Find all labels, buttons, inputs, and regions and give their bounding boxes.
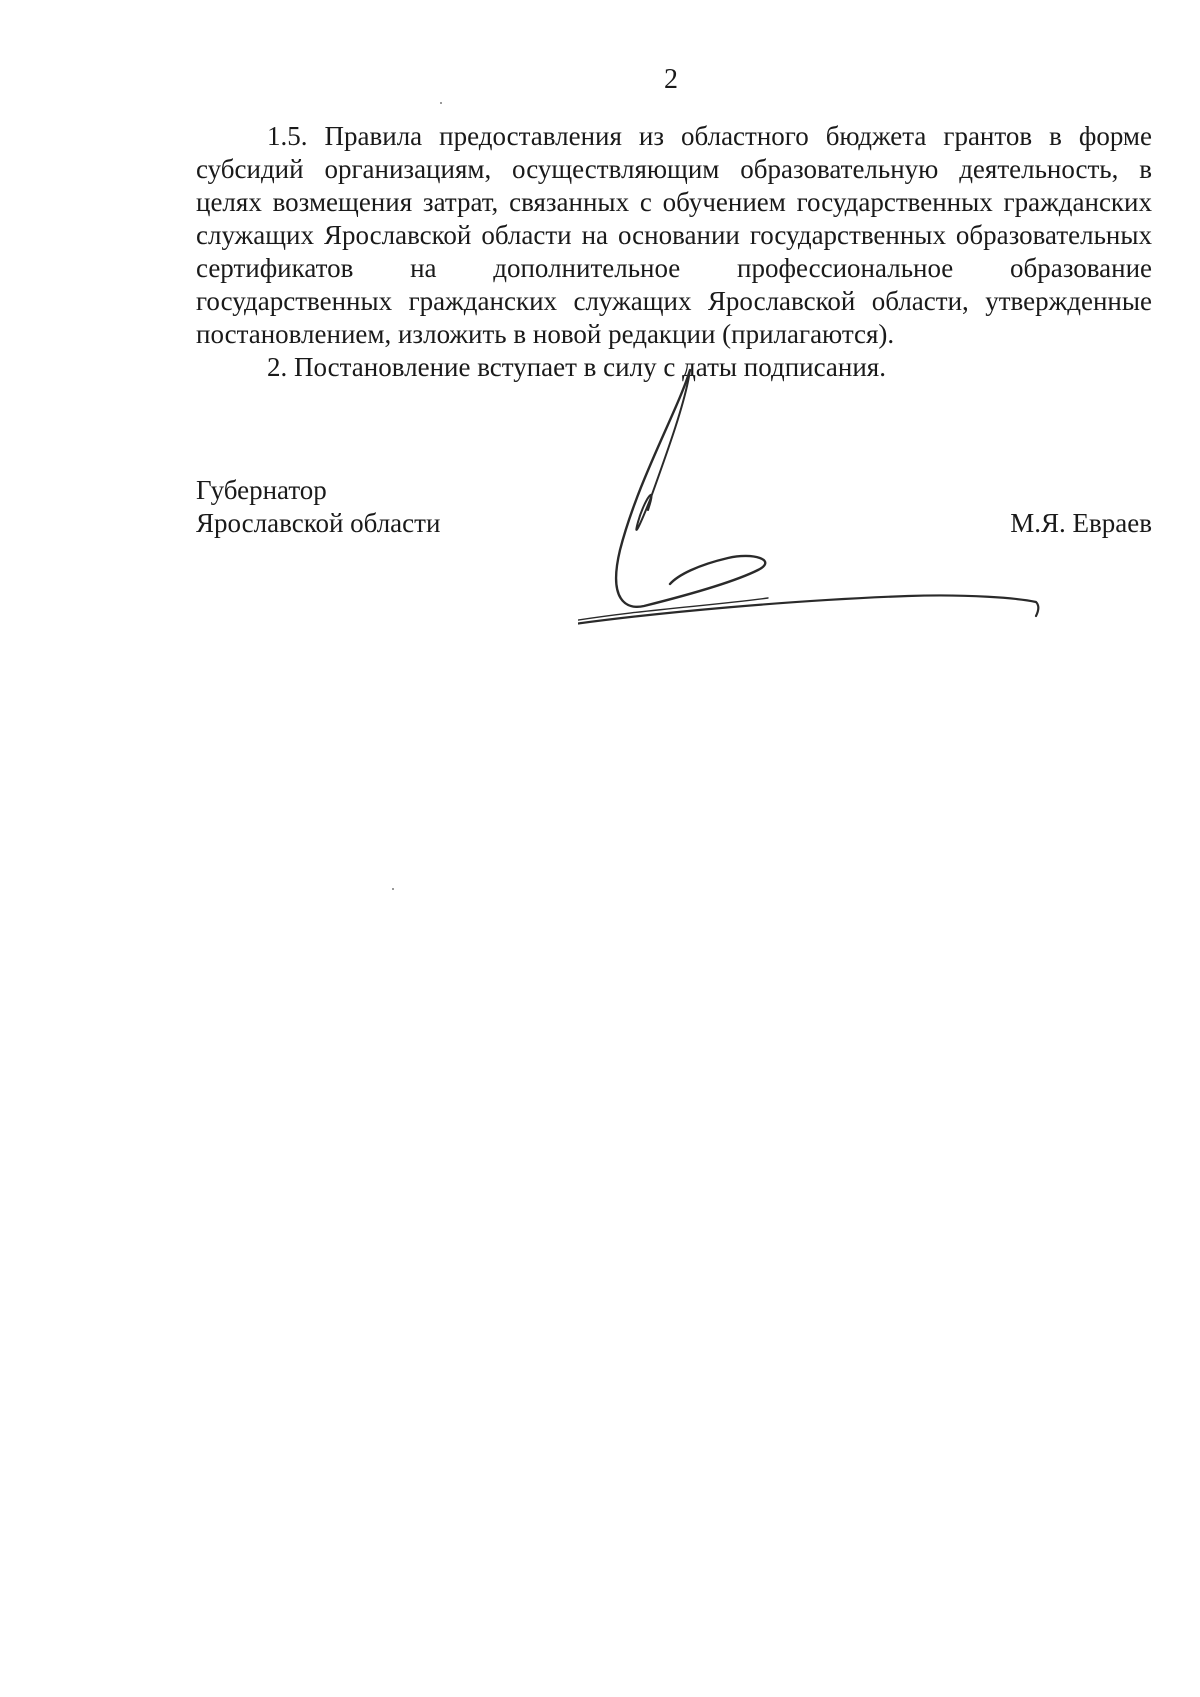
position-line-1: Губернатор [196, 475, 327, 505]
signatory-position [196, 474, 440, 540]
paragraph-1-5: 1.5. Правила предоставления из областного бюджета грантов в форме субсидий организациям, осуществляющим образовательную деятельность, в целях возмещения затрат, связанных с обучением государственных гражданских служащих Ярославской области на основании государственных образовательных сертификатов на дополнительное профессиональное образование государственных гражданских служащих Ярославской области, утвержденные постановлением, изложить в новой редакции (прилагаются). [196, 121, 1152, 349]
document-body [196, 120, 1152, 384]
scan-speck [392, 888, 394, 890]
position-line-2: Ярославской области [196, 508, 441, 538]
signatory-name: М.Я. Евраев [1010, 508, 1152, 538]
scan-speck [440, 102, 442, 104]
page-number: 2 [664, 64, 678, 95]
paragraph-2: 2. Постановление вступает в силу с даты подписания. [267, 352, 886, 382]
handwritten-signature [578, 360, 1098, 650]
